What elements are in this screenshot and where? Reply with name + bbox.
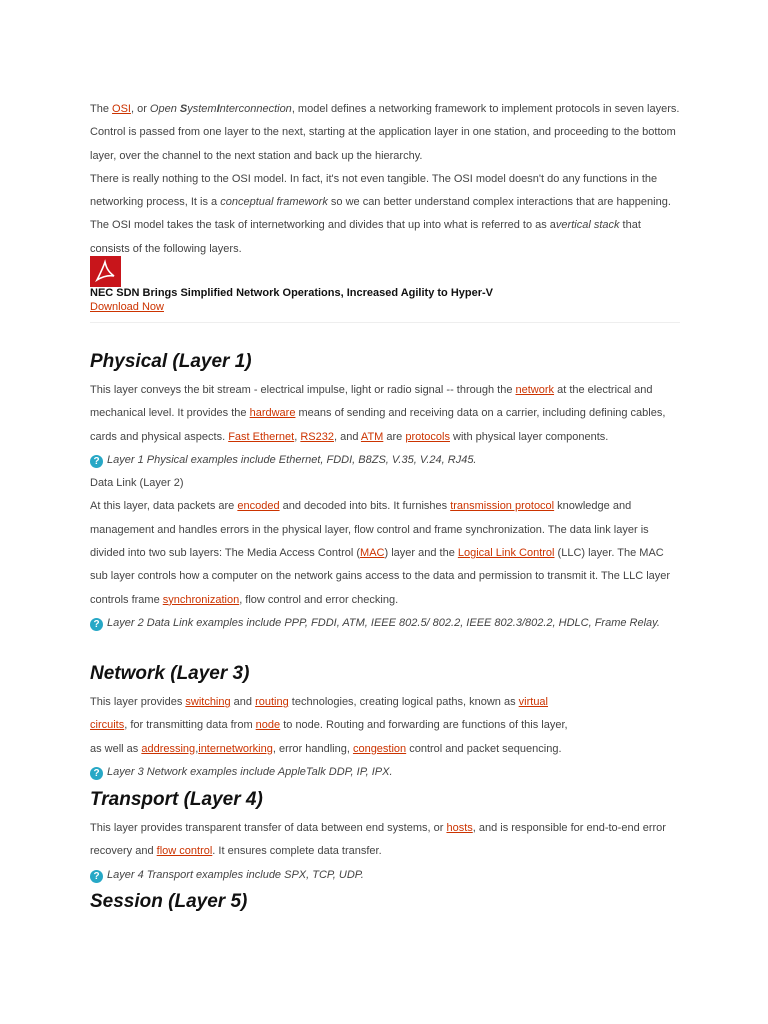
intro-paragraph-2: [90, 168, 680, 261]
text: ) layer and the: [384, 547, 458, 560]
text: S: [179, 103, 188, 115]
text: , model defines a networking framework to implement protocols in seven layers. Control is passed from one layer to the next, starting at the application layer in one station, and proceeding to the bottom layer, over the channel to the next station and back up the hierarchy.: [90, 103, 680, 162]
session-heading: Session (Layer 5): [90, 891, 248, 912]
protocols-link[interactable]: protocols: [405, 430, 450, 443]
text: and: [230, 696, 256, 708]
question-icon: ?: [90, 870, 103, 883]
logical-link-control-link[interactable]: Logical Link Control: [457, 547, 555, 560]
download-now-link[interactable]: Download Now: [90, 301, 164, 313]
divider: [90, 322, 680, 323]
text: , and: [334, 430, 361, 443]
network-section: [90, 691, 680, 784]
text: control and packet sequencing.: [406, 742, 562, 755]
text: with physical layer components.: [449, 430, 609, 443]
text: so we can better understand complex interactions that are happening. The OSI model takes the task of internetworking and divides that up into what is referred to as a: [90, 196, 671, 232]
transmission-protocol-link[interactable]: transmission protocol: [450, 500, 555, 513]
emphasis-text: conceptual framework: [220, 196, 328, 209]
text: ,: [195, 742, 199, 755]
text: , and is responsible for end-to-end error recovery and: [90, 822, 666, 858]
text: . It ensures complete data transfer.: [212, 845, 382, 858]
text: and decoded into bits. It furnishes: [279, 500, 451, 513]
text: I: [216, 103, 220, 115]
text: There is really nothing to the OSI model. In fact, it's not even tangible. The OSI model doesn't do any functions in the networking process, It is a: [90, 172, 658, 209]
text: , error handling,: [272, 742, 353, 755]
text: This layer provides transparent transfer of data between end systems, or: [90, 822, 447, 834]
text: knowledge and management and handles errors in the physical layer, flow control and frame synchronization. The data link layer is divided into two sub layers: The Media Access Control (: [90, 500, 649, 560]
text: This layer provides: [90, 696, 186, 708]
transport-examples-note: [90, 864, 680, 887]
routing-link[interactable]: routing: [255, 696, 289, 708]
intro-paragraph-1: [90, 98, 680, 168]
question-icon: ?: [90, 455, 103, 468]
datalink-examples-note: [90, 612, 680, 635]
text: that consists of the following layers.: [90, 219, 641, 255]
rs232-link[interactable]: RS232: [300, 430, 334, 443]
switching-link[interactable]: switching: [185, 696, 231, 708]
virtual-circuits-link[interactable]: virtual circuits: [90, 696, 548, 732]
internetworking-link[interactable]: internetworking: [198, 742, 273, 755]
note-text: Layer 4 Transport examples include SPX, TCP, UDP.: [107, 868, 364, 881]
encoded-link[interactable]: encoded: [237, 500, 280, 513]
text: are: [383, 430, 406, 443]
pdf-icon[interactable]: [90, 256, 121, 287]
physical-paragraph: [90, 379, 680, 449]
atm-link[interactable]: ATM: [360, 430, 384, 443]
text: at the electrical and mechanical level. It provides the: [90, 384, 653, 420]
flow-control-link[interactable]: flow control: [156, 845, 213, 858]
transport-heading: Transport (Layer 4): [90, 789, 263, 810]
text: ystem: [187, 103, 217, 115]
node-link[interactable]: node: [255, 719, 281, 732]
text: , flow control and error checking.: [239, 593, 399, 606]
hardware-link[interactable]: hardware: [249, 407, 296, 420]
text: technologies, creating logical paths, known as: [288, 696, 519, 708]
note-text: Layer 3 Network examples include AppleTalk DDP, IP, IPX.: [107, 765, 393, 778]
text: Open: [149, 103, 180, 115]
emphasis-text: vertical stack: [555, 219, 620, 232]
hosts-link[interactable]: hosts: [446, 822, 473, 834]
network-paragraph: [90, 691, 570, 761]
question-icon: ?: [90, 767, 103, 780]
osi-link[interactable]: OSI: [112, 103, 131, 115]
text: This layer conveys the bit stream - electrical impulse, light or radio signal -- through the: [90, 384, 516, 396]
text: The: [90, 103, 113, 115]
question-icon: ?: [90, 618, 103, 631]
datalink-heading: Data Link (Layer 2): [90, 477, 184, 490]
ad-title[interactable]: NEC SDN Brings Simplified Network Operations, Increased Agility to Hyper-V: [90, 287, 494, 299]
network-link[interactable]: network: [515, 384, 555, 396]
network-heading: Network (Layer 3): [90, 663, 250, 684]
text: means of sending and receiving data on a carrier, including defining cables, cards and physical aspects.: [90, 407, 666, 443]
text: At this layer, data packets are: [90, 500, 238, 513]
transport-paragraph: [90, 817, 680, 864]
physical-heading: Physical (Layer 1): [90, 351, 252, 372]
text: (LLC) layer. The MAC sub layer controls how a computer on the network gains access to the data and permission to transmit it. The LLC layer controls frame: [90, 547, 671, 606]
note-text: Layer 1 Physical examples include Ethernet, FDDI, B8ZS, V.35, V.24, RJ45.: [107, 453, 477, 466]
text: , for transmitting data from: [124, 719, 256, 732]
network-examples-note: [90, 761, 680, 784]
text: , or: [130, 103, 150, 115]
mac-link[interactable]: MAC: [360, 547, 385, 560]
physical-examples-note: [90, 449, 680, 472]
datalink-paragraph: [90, 495, 680, 611]
congestion-link[interactable]: congestion: [352, 742, 407, 755]
physical-section: [90, 379, 680, 635]
synchronization-link[interactable]: synchronization: [162, 593, 240, 606]
intro-section: [90, 98, 680, 261]
addressing-link[interactable]: addressing: [141, 742, 196, 755]
transport-section: [90, 817, 680, 887]
text: ,: [294, 430, 301, 443]
text: to node. Routing and forwarding are functions of this layer, as well as: [90, 719, 568, 755]
note-text: Layer 2 Data Link examples include PPP, FDDI, ATM, IEEE 802.5/ 802.2, IEEE 802.3/802.2, HDLC, Frame Relay.: [107, 616, 660, 629]
fast-ethernet-link[interactable]: Fast Ethernet: [228, 430, 295, 443]
text: nterconnection: [219, 103, 292, 115]
